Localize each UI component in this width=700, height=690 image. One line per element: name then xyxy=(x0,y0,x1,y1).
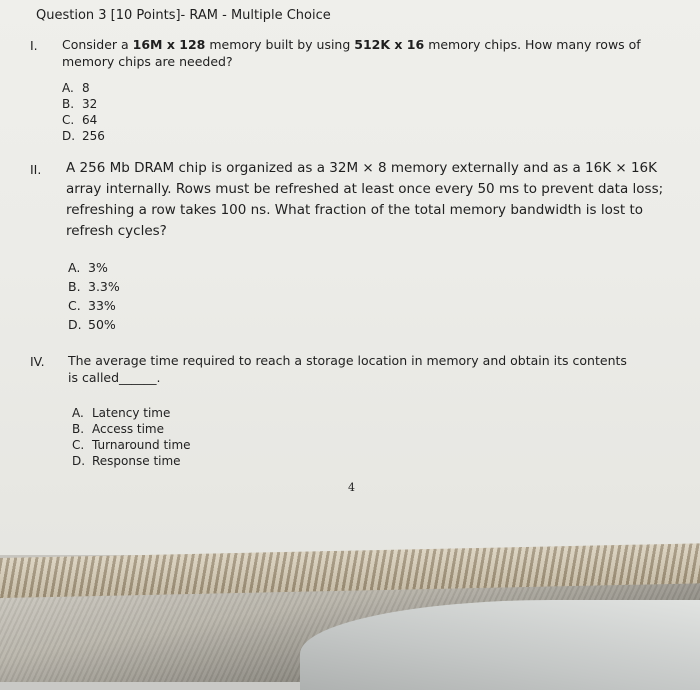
option: C. Turnaround time xyxy=(72,438,191,452)
question-header: Question 3 [10 Points]- RAM - Multiple Choice xyxy=(36,8,331,23)
option: C. 64 xyxy=(62,113,98,127)
options-list xyxy=(72,405,191,469)
question-text: The average time required to reach a storage location in memory and obtain its contents is called______. xyxy=(68,353,627,385)
option: D. 50% xyxy=(68,317,116,332)
option: A. Latency time xyxy=(72,406,171,420)
question-text: Consider a 16M x 128 memory built by using 512K x 16 memory chips. How many rows of memory chips are needed? xyxy=(62,37,641,69)
page-number: 4 xyxy=(348,481,355,494)
option: B. Access time xyxy=(72,422,165,436)
option: C. 33% xyxy=(68,298,116,313)
option: B. 32 xyxy=(62,97,98,111)
option: A. 8 xyxy=(62,81,90,95)
options-list xyxy=(68,258,120,334)
option: B. 3.3% xyxy=(68,279,120,294)
question-text: A 256 Mb DRAM chip is organized as a 32M × 8 memory externally and as a 16K × 16K array internally. Rows must be refreshed at least once every 50 ms to prevent data loss; refreshing a row takes 100 ns. What fraction of the total memory bandwidth is lost to refresh cycles? xyxy=(66,160,664,239)
question-number: IV. xyxy=(30,354,45,369)
question-number: I. xyxy=(30,38,38,53)
option: D. 256 xyxy=(62,129,105,143)
option: D. Response time xyxy=(72,454,181,468)
question-number: II. xyxy=(30,162,42,177)
options-list xyxy=(62,80,105,144)
option: A. 3% xyxy=(68,260,108,275)
